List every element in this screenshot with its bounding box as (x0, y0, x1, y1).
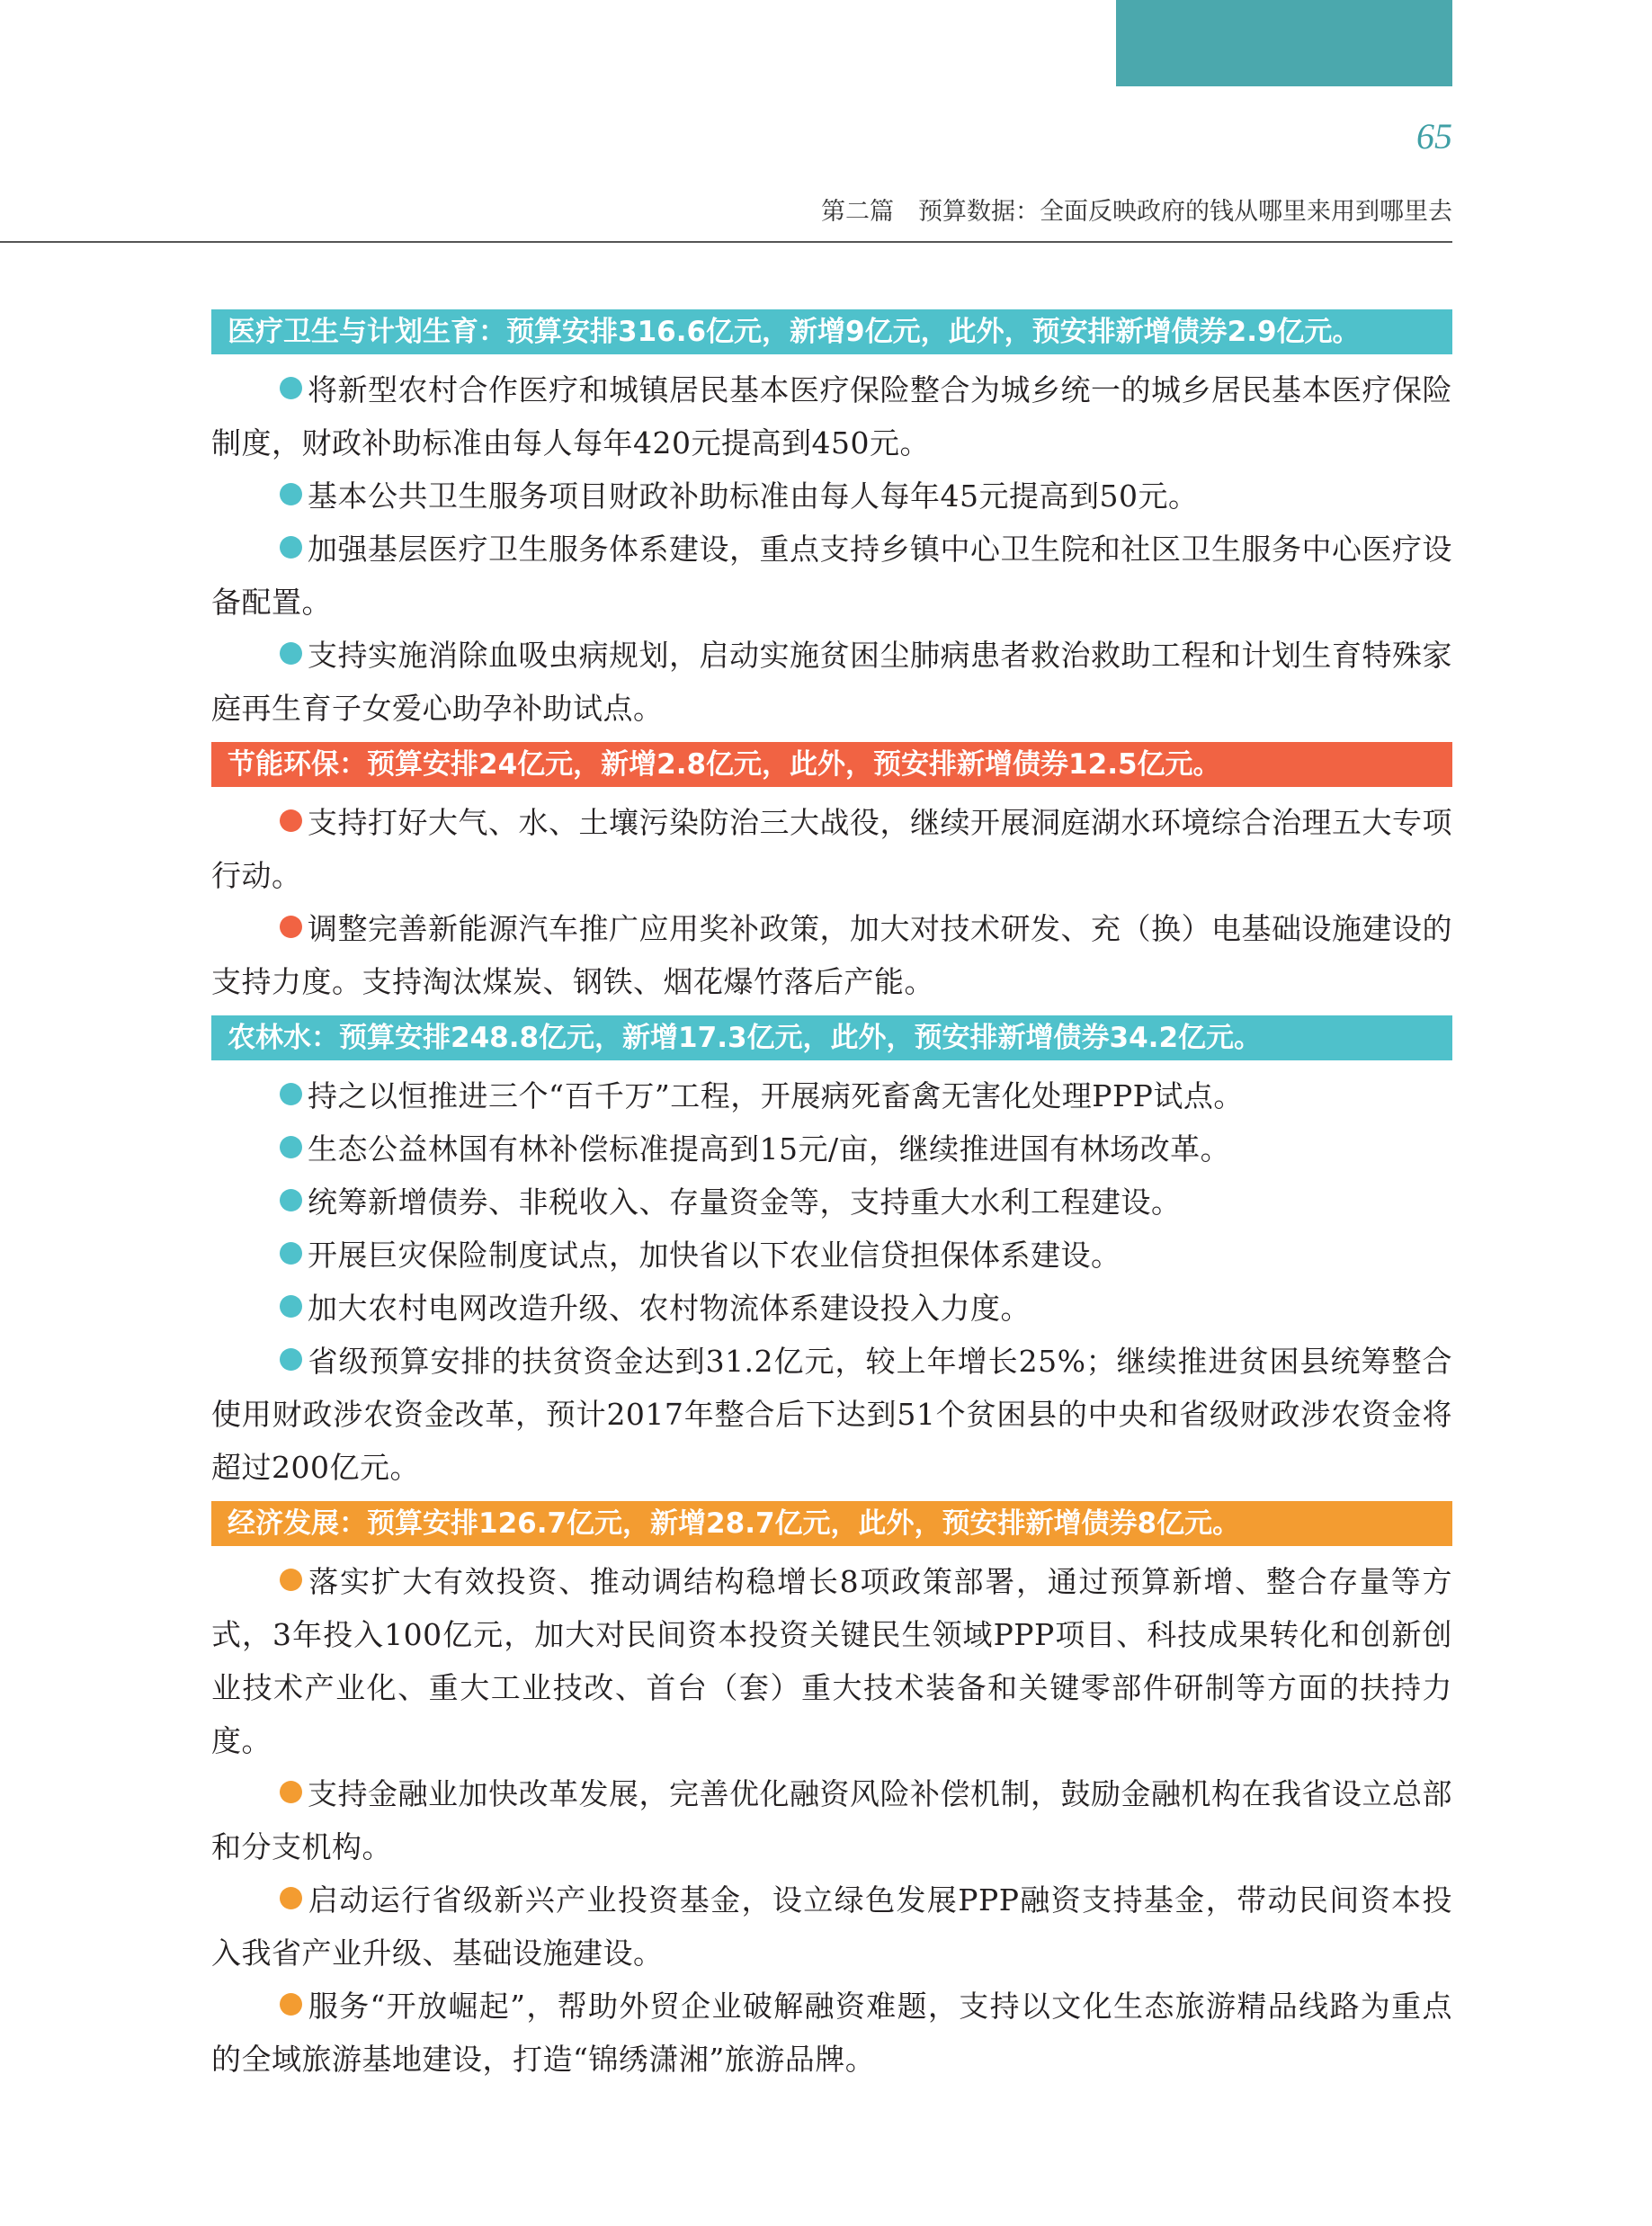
bullet-item (211, 1176, 1452, 1229)
bullet-item (211, 1069, 1452, 1122)
bullet-item (211, 902, 1452, 1008)
running-head: 第二篇 预算数据：全面反映政府的钱从哪里来用到哪里去 (821, 198, 1452, 226)
bullet-item (211, 1980, 1452, 2086)
bullet-dot-icon (280, 1781, 302, 1803)
bullet-item (211, 629, 1452, 735)
bullet-item (211, 1873, 1452, 1980)
bullet-item (211, 1555, 1452, 1767)
bullet-text: 生态公益林国有林补偿标准提高到15元/亩，继续推进国有林场改革。 (308, 1131, 1231, 1167)
bullet-text: 基本公共卫生服务项目财政补助标准由每人每年45元提高到50元。 (308, 478, 1199, 514)
bullet-text: 启动运行省级新兴产业投资基金，设立绿色发展PPP融资支持基金，带动民间资本投入我省产业升级、基础设施建设。 (211, 1882, 1452, 1971)
page-number: 65 (1416, 116, 1452, 156)
bullet-dot-icon (280, 1993, 302, 2016)
section-heading-health: 医疗卫生与计划生育：预算安排316.6亿元，新增9亿元，此外，预安排新增债券2.9亿元。 (211, 309, 1452, 354)
bullet-dot-icon (280, 1136, 302, 1158)
bullet-text: 支持金融业加快改革发展，完善优化融资风险补偿机制，鼓励金融机构在我省设立总部和分支机构。 (211, 1776, 1452, 1864)
bullet-text: 加大农村电网改造升级、农村物流体系建设投入力度。 (308, 1291, 1031, 1326)
bullet-text: 支持打好大气、水、土壤污染防治三大战役，继续开展洞庭湖水环境综合治理五大专项行动。 (211, 805, 1452, 893)
bullet-dot-icon (280, 377, 302, 399)
bullet-dot-icon (280, 1348, 302, 1371)
bullet-dot-icon (280, 1242, 302, 1265)
bullet-text: 支持实施消除血吸虫病规划，启动实施贫困尘肺病患者救治救助工程和计划生育特殊家庭再生育子女爱心助孕补助试点。 (211, 638, 1452, 726)
top-color-tab (1116, 0, 1452, 86)
bullet-dot-icon (280, 1887, 302, 1909)
page-body (211, 302, 1452, 2086)
bullet-dot-icon (280, 483, 302, 505)
bullet-text: 开展巨灾保险制度试点，加快省以下农业信贷担保体系建设。 (308, 1238, 1121, 1273)
bullet-text: 将新型农村合作医疗和城镇居民基本医疗保险整合为城乡统一的城乡居民基本医疗保险制度，财政补助标准由每人每年420元提高到450元。 (211, 372, 1452, 460)
bullet-item (211, 796, 1452, 902)
bullet-text: 省级预算安排的扶贫资金达到31.2亿元，较上年增长25%；继续推进贫困县统筹整合使用财政涉农资金改革，预计2017年整合后下达到51个贫困县的中央和省级财政涉农资金将超过200亿元。 (211, 1344, 1452, 1485)
bullet-dot-icon (280, 536, 302, 559)
bullet-dot-icon (280, 1569, 302, 1591)
bullet-item (211, 363, 1452, 469)
bullet-dot-icon (280, 1295, 302, 1318)
bullet-dot-icon (280, 916, 302, 938)
bullet-item (211, 1335, 1452, 1494)
bullet-item (211, 523, 1452, 629)
header-rule (0, 241, 1452, 243)
section-heading-agriculture: 农林水：预算安排248.8亿元，新增17.3亿元，此外，预安排新增债券34.2亿元。 (211, 1015, 1452, 1060)
bullet-dot-icon (280, 642, 302, 665)
bullet-item (211, 469, 1452, 523)
bullet-dot-icon (280, 809, 302, 832)
bullet-text: 统筹新增债券、非税收入、存量资金等，支持重大水利工程建设。 (308, 1185, 1182, 1220)
bullet-text: 服务“开放崛起”，帮助外贸企业破解融资难题，支持以文化生态旅游精品线路为重点的全域旅游基地建设，打造“锦绣潇湘”旅游品牌。 (211, 1989, 1452, 2077)
bullet-item (211, 1282, 1452, 1335)
bullet-dot-icon (280, 1189, 302, 1211)
bullet-text: 调整完善新能源汽车推广应用奖补政策，加大对技术研发、充（换）电基础设施建设的支持力度。支持淘汰煤炭、钢铁、烟花爆竹落后产能。 (211, 911, 1452, 999)
section-heading-economy: 经济发展：预算安排126.7亿元，新增28.7亿元，此外，预安排新增债券8亿元。 (211, 1501, 1452, 1546)
bullet-item (211, 1229, 1452, 1282)
bullet-item (211, 1767, 1452, 1873)
bullet-text: 落实扩大有效投资、推动调结构稳增长8项政策部署，通过预算新增、整合存量等方式，3年投入100亿元，加大对民间资本投资关键民生领域PPP项目、科技成果转化和创新创业技术产业化、重大工业技改、首台（套）重大技术装备和关键零部件研制等方面的扶持力度。 (211, 1564, 1452, 1758)
bullet-text: 加强基层医疗卫生服务体系建设，重点支持乡镇中心卫生院和社区卫生服务中心医疗设备配置。 (211, 532, 1452, 620)
bullet-dot-icon (280, 1083, 302, 1105)
bullet-text: 持之以恒推进三个“百千万”工程，开展病死畜禽无害化处理PPP试点。 (308, 1078, 1244, 1113)
section-heading-environment: 节能环保：预算安排24亿元，新增2.8亿元，此外，预安排新增债券12.5亿元。 (211, 742, 1452, 787)
bullet-item (211, 1122, 1452, 1176)
